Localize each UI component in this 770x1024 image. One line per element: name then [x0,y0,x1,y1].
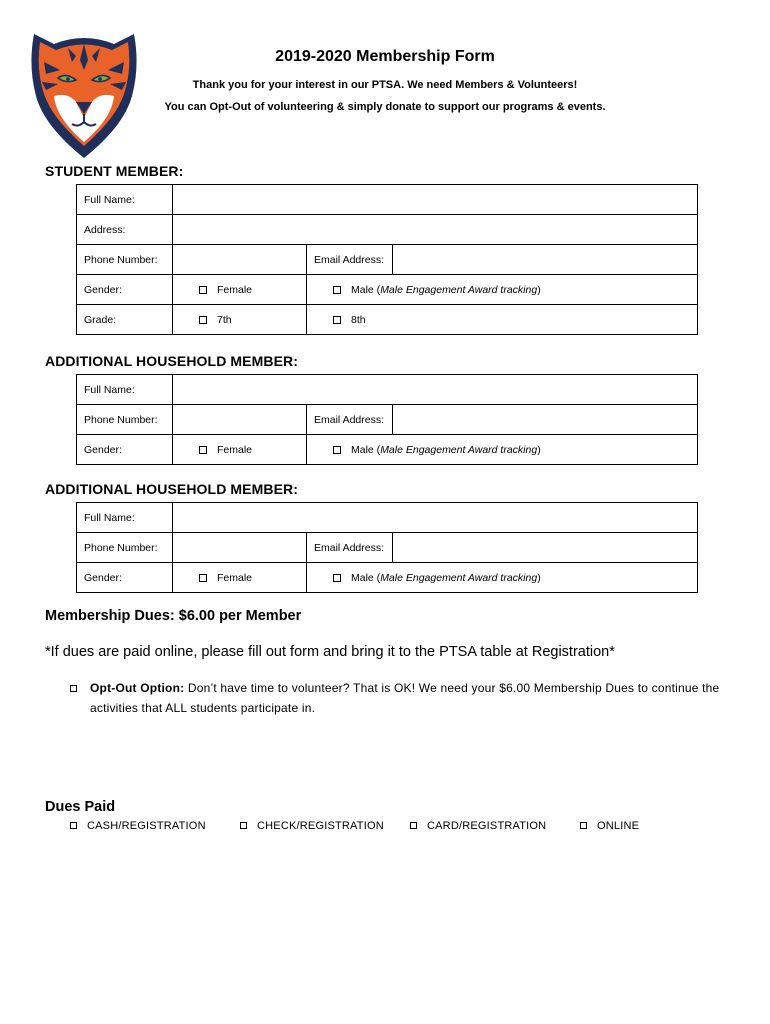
household2-phone-label: Phone Number: [77,533,173,563]
online-dues-note: *If dues are paid online, please fill out form and bring it to the PTSA table at Registration* [45,644,615,660]
student-email-label: Email Address: [307,245,393,275]
form-title: 2019-2020 Membership Form [275,48,495,65]
opt-out-option[interactable] [70,678,730,718]
household2-gender-row [77,563,698,593]
household1-phone-label: Phone Number: [77,405,173,435]
household1-gender-label: Gender: [77,435,173,465]
pay-option-label: CASH/REGISTRATION [87,820,206,832]
household-member-1-table [76,374,698,465]
checkbox-icon[interactable] [199,574,207,582]
pay-option-card[interactable] [410,820,546,832]
checkbox-icon[interactable] [199,286,207,294]
student-full-name-row [77,185,698,215]
checkbox-icon[interactable] [333,574,341,582]
pay-option-online[interactable] [580,820,639,832]
checkbox-icon[interactable] [70,822,77,829]
household1-gender-male[interactable] [307,435,698,465]
household1-full-name-label: Full Name: [77,375,173,405]
pay-option-label: ONLINE [597,820,640,832]
male-engagement-note: Male Engagement Award tracking [380,571,538,584]
subtitle-line-1: Thank you for your interest in our PTSA. We need Members & Volunteers! [192,79,578,91]
checkbox-icon[interactable] [199,446,207,454]
checkbox-icon[interactable] [333,316,341,324]
student-gender-row [77,275,698,305]
household-member-2-table [76,502,698,593]
student-address-row [77,215,698,245]
household2-gender-male[interactable] [307,563,698,593]
student-phone-label: Phone Number: [77,245,173,275]
household-member-2-heading: ADDITIONAL HOUSEHOLD MEMBER: [45,481,298,497]
male-close-paren: ) [537,571,541,584]
household2-email-field[interactable] [393,533,698,563]
pay-option-cash[interactable] [70,820,206,832]
male-close-paren: ) [537,283,541,296]
student-gender-male[interactable] [307,275,698,305]
subtitle-line-2: You can Opt-Out of volunteering & simply donate to support our programs & events. [164,101,606,113]
checkbox-icon[interactable] [199,316,207,324]
student-phone-email-row [77,245,698,275]
student-grade-label: Grade: [77,305,173,335]
household2-full-name-field[interactable] [173,503,698,533]
male-close-paren: ) [537,443,541,456]
checkbox-icon[interactable] [333,286,341,294]
dues-paid-heading: Dues Paid [45,799,116,815]
pay-option-label: CHECK/REGISTRATION [257,820,384,832]
household2-phone-email-row [77,533,698,563]
student-gender-female[interactable] [173,275,307,305]
household1-phone-field[interactable] [173,405,307,435]
grade-7-label: 7th [217,313,232,326]
checkbox-icon[interactable] [70,685,77,692]
grade-8-label: 8th [351,313,366,326]
male-engagement-note: Male Engagement Award tracking [380,283,538,296]
student-address-field[interactable] [173,215,698,245]
checkbox-icon[interactable] [240,822,247,829]
male-engagement-note: Male Engagement Award tracking [380,443,538,456]
male-label: Male ( [351,283,381,296]
student-grade-7[interactable] [173,305,307,335]
household1-email-field[interactable] [393,405,698,435]
student-member-heading: STUDENT MEMBER: [45,163,184,179]
household1-gender-female[interactable] [173,435,307,465]
female-label: Female [217,443,253,456]
checkbox-icon[interactable] [333,446,341,454]
student-full-name-field[interactable] [173,185,698,215]
household2-full-name-label: Full Name: [77,503,173,533]
student-gender-label: Gender: [77,275,173,305]
household2-email-label: Email Address: [307,533,393,563]
household2-gender-label: Gender: [77,563,173,593]
household2-gender-female[interactable] [173,563,307,593]
pay-option-check[interactable] [240,820,384,832]
tiger-logo [24,26,144,162]
household-member-1-heading: ADDITIONAL HOUSEHOLD MEMBER: [45,353,298,369]
household1-email-label: Email Address: [307,405,393,435]
student-email-field[interactable] [393,245,698,275]
household1-full-name-field[interactable] [173,375,698,405]
student-grade-8[interactable] [307,305,698,335]
pay-option-label: CARD/REGISTRATION [427,820,547,832]
female-label: Female [217,283,253,296]
membership-dues-heading: Membership Dues: $6.00 per Member [45,608,302,624]
opt-out-label: Opt-Out Option: [90,681,185,695]
male-label: Male ( [351,443,381,456]
household1-phone-email-row [77,405,698,435]
household1-gender-row [77,435,698,465]
student-grade-row [77,305,698,335]
household2-full-name-row [77,503,698,533]
student-phone-field[interactable] [173,245,307,275]
opt-out-text: Don’t have time to volunteer? That is OK! We need your $6.00 Membership Dues to continue the activities that ALL students participate in. [90,681,720,715]
checkbox-icon[interactable] [580,822,587,829]
female-label: Female [217,571,253,584]
student-address-label: Address: [77,215,173,245]
male-label: Male ( [351,571,381,584]
form-subtitle [140,74,630,118]
student-full-name-label: Full Name: [77,185,173,215]
checkbox-icon[interactable] [410,822,417,829]
household1-full-name-row [77,375,698,405]
household2-phone-field[interactable] [173,533,307,563]
student-member-table [76,184,698,335]
